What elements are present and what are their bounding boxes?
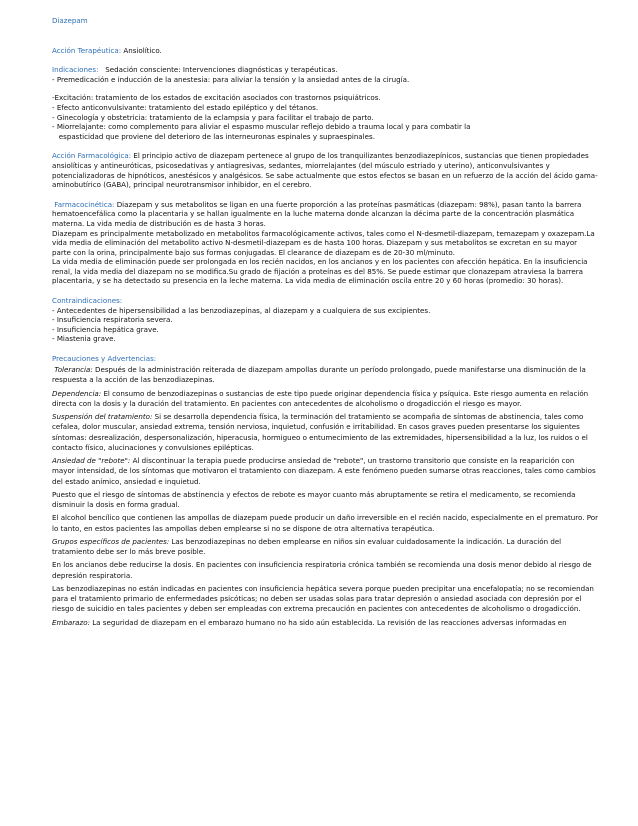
accion-terapeutica-value: Ansiolítico. <box>123 45 162 55</box>
suspension-label: Suspensión del tratamiento: <box>52 412 153 422</box>
embarazo-label: Embarazo: <box>52 617 90 627</box>
grupos-label: Grupos específicos de pacientes: <box>52 536 170 546</box>
section-accion-terapeutica <box>52 46 598 56</box>
farmacocinetica-label: Farmacocinética: <box>54 199 115 209</box>
contraindicaciones-item: - Insuficiencia hepática grave. <box>52 324 159 334</box>
ancianos-paragraph: En los ancianos debe reducirse la dosis. En pacientes con insuficiencia respiratoria crónica también se recomienda una dosis menor debido al riesgo de depresión respiratoria. <box>52 560 592 580</box>
contraindicaciones-item: - Insuficiencia respiratoria severa. <box>52 315 173 325</box>
contraindicaciones-label: Contraindicaciones: <box>52 296 123 306</box>
indicaciones-line: - Premedicación e inducción de la anestesia: para aliviar la tensión y la ansiedad antes de la cirugía. <box>52 74 410 84</box>
farmacocinetica-text-2: Diazepam es principalmente metabolizado en metabolitos farmacológicamente activos, tales como el N-desmetil-diazepam, temazepam y oxazepam.La vida media de eliminación del metabolito activo N-desmetil-diazepam es de hasta 100 horas. Diazepam y sus metabolitos se excretan en su mayor parte con la orina, principalmente bajo sus formas conjugadas. El clearance de diazepam es de 20-30 ml/minuto. <box>52 228 595 257</box>
rebote-label: Ansiedad de "rebote": <box>52 456 131 466</box>
suspension-text: Si se desarrolla dependencia física, la terminación del tratamiento se acompaña de síntomas de abstinencia, tales como cefalea, dolor muscular, ansiedad extrema, tensión nerviosa, inquietud, confusión e irritabilidad. En casos graves pueden presentarse los siguientes síntomas: desrealización, despersonalización, hiperacusia, hormigueo o entumecimiento de las extremidades, hipersensibilidad a la luz, los ruidos o el contacto físico, alucinaciones y convulsiones epilépticas. <box>52 412 588 452</box>
farmacocinetica-text-3: La vida media de eliminación puede ser prolongada en los recién nacidos, en los ancianos y en los pacientes con afección hepática. En la insuficiencia renal, la vida media del diazepam no se modifica.Su grado de fijación a proteínas es del 85%. Se puede estimar que clonazepam atraviesa la barrera placentaria, y se ha detectado su presencia en la leche materna. La vida media de eliminación oscila entre 20 y 60 horas (promedio: 30 horas). <box>52 257 588 286</box>
contraindicaciones-item: - Antecedentes de hipersensibilidad a las benzodiazepinas, al diazepam y a cualquiera de sus excipientes. <box>52 305 431 315</box>
tolerancia-label: Tolerancia: <box>54 365 93 375</box>
document-title: Diazepam <box>52 16 88 25</box>
section-indicaciones <box>52 65 598 84</box>
dependencia-label: Dependencia: <box>52 388 102 398</box>
section-contraindicaciones <box>52 296 598 344</box>
grupos-text: Las benzodiazepinas no deben emplearse en niños sin evaluar cuidadosamente la indicación. La duración del tratamiento debe ser lo más breve posible. <box>52 536 562 557</box>
tolerancia-text: Después de la administración reiterada de diazepam ampollas durante un período prolongado, puede manifestarse una disminución de la respuesta a la acción de las benzodiazepinas. <box>52 365 586 385</box>
indicaciones-item: -Excitación: tratamiento de los estados de excitación asociados con trastornos psiquiátricos. <box>52 93 381 103</box>
indicaciones-item: espasticidad que proviene del deterioro de las interneuronas espinales y supraespinales. <box>52 131 375 141</box>
indicaciones-item: - Miorrelajante: como complemento para aliviar el espasmo muscular reflejo debido a trauma local y para combatir la <box>52 122 471 132</box>
section-accion-farmacologica <box>52 151 598 189</box>
hepatica-paragraph: Las benzodiazepinas no están indicadas en pacientes con insuficiencia hepática severa porque pueden precipitar una encefalopatía; no se recomiendan para el tratamiento primario de enfermedades psicóticas; no deben ser usadas solas para tratar depresión o ansiedad asociada con depresión por el riesgo de suicidio en tales pacientes y deben ser empleadas con extrema precaución en pacientes con antecedentes de alcoholismo o drogadicción. <box>52 583 594 614</box>
contraindicaciones-item: - Miastenia grave. <box>52 334 116 344</box>
dependencia-text: El consumo de benzodiazepinas o sustancias de este tipo puede originar dependencia física y psíquica. Este riesgo aumenta en relación directa con la dosis y la duración del tratamiento. En pacientes con antecedentes de alcoholismo o drogadicción el riesgo es mayor. <box>52 388 589 408</box>
riesgo-paragraph: Puesto que el riesgo de síntomas de abstinencia y efectos de rebote es mayor cuanto más abruptamente se retira el medicamento, se recomienda disminuir la dosis en forma gradual. <box>52 489 576 510</box>
accion-farmacologica-label: Acción Farmacológica: <box>52 151 132 161</box>
indicaciones-list <box>52 93 598 141</box>
precauciones-label: Precauciones y Advertencias: <box>52 354 157 364</box>
section-precauciones <box>52 354 598 628</box>
farmacocinetica-text: Diazepam y sus metabolitos se ligan en una fuerte proporción a las proteínas pasmáticas (diazepam: 98%), pasan tanto la barrera hematoencefálica como la placentaria y se hallan igualmente en la luche materna donde alcanzan la décima parte de la concentración plasmática materna. La vida media de distribución es de hasta 3 horas. <box>52 199 582 228</box>
accion-terapeutica-label: Acción Terapéutica: <box>52 45 122 55</box>
section-farmacocinetica <box>52 200 598 286</box>
document-body <box>52 16 598 631</box>
indicaciones-value: Sedación consciente: Intervenciones diagnósticas y terapéuticas. <box>105 65 338 75</box>
indicaciones-item: - Ginecología y obstetricia: tratamiento de la eclampsia y para facilitar el trabajo de parto. <box>52 112 374 122</box>
rebote-text: Al discontinuar la terapia puede producirse ansiedad de "rebote", un trastorno transitorio que consiste en la reaparición con mayor intensidad, de los síntomas que motivaron el tratamiento con diazepam. A este fenómeno pueden sumarse otras reacciones, tales como cambios del estado anímico, ansiedad e inquietud. <box>52 456 596 486</box>
indicaciones-label: Indicaciones: <box>52 65 99 75</box>
indicaciones-item: - Efecto anticonvulsivante: tratamiento del estado epiléptico y del tétanos. <box>52 102 319 112</box>
alcohol-paragraph: El alcohol bencílico que contienen las ampollas de diazepam puede producir un daño irreversible en el recién nacido, especialmente en el prematuro. Por lo tanto, en estos pacientes las ampollas deben emplearse si no se dispone de otra alternativa terapéutica. <box>52 513 598 533</box>
accion-farmacologica-text: El principio activo de diazepam pertenece al grupo de los tranquilizantes benzodiazepínicos, sustancias que tienen propiedades ansiolíticas y antineuróticas, psicosedativas y antiagresivas, sedantes, miorrelajantes (del músculo estriado y uterino), anticonvulsivantes y potencializadoras de hipnóticos, anestésicos y analgésicos. Se sabe actualmente que estos efectos se basan en un refuerzo de la acción del ácido gama-aminobutírico (GABA), principal neurotransmisor inhibidor, en el cerebro. <box>52 151 598 190</box>
embarazo-text: La seguridad de diazepam en el embarazo humano no ha sido aún establecida. La revisión de las reacciones adversas informadas en <box>92 617 567 627</box>
